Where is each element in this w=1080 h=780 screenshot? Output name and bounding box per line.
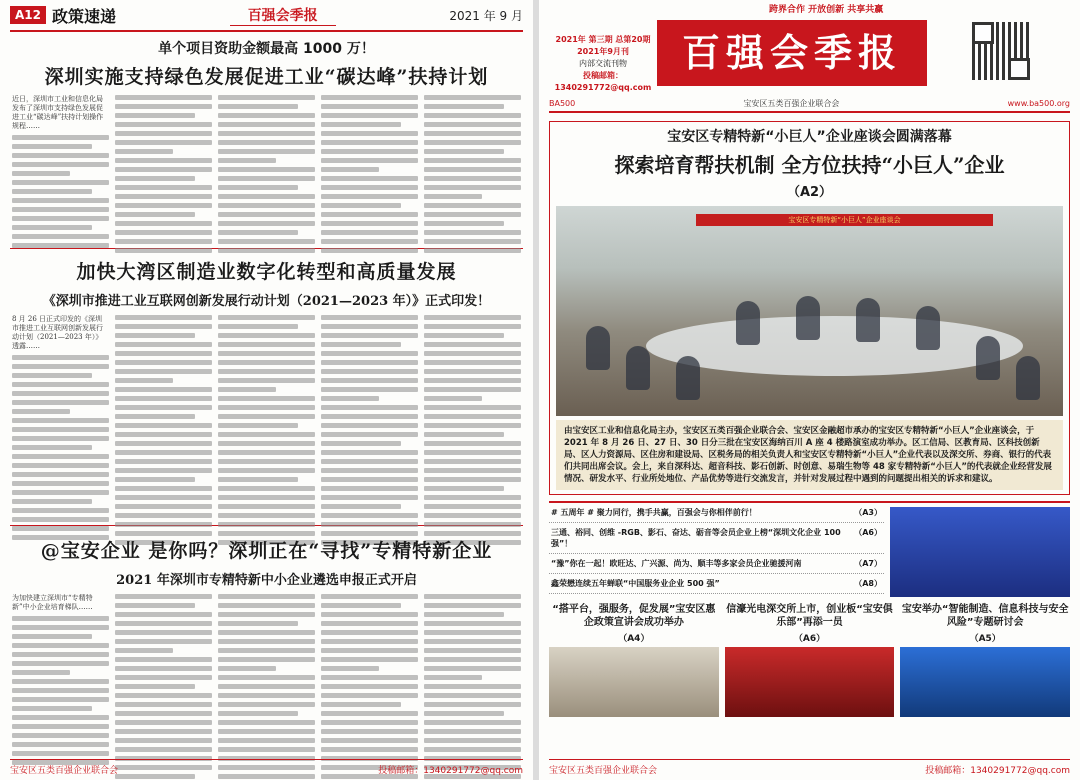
article-headline: @宝安企业 是你吗？深圳正在“寻找”专精特新企业 [40, 540, 493, 562]
attendee [1016, 356, 1040, 400]
lead-caption: 由宝安区工业和信息化局主办，宝安区五类百强企业联合会、宝安区金融超市承办的宝安区专精特新“小巨人”企业座谈会，于 2021 年 8 月 26 日、27 日、30 日分三批在宝安区海纳百川 A 座 4 楼路演室成功举办。区工信局、区教育局、区科技创新局、区人力资源局、区住房和建设局、区税务局的相关负责人和宝安区专精特新“小巨人”企业代表以及深交所、券商、银行的代表们共同出席会议。会上，来自深科达、超音科技、影石创新、时创意、易瑞生物等 48 家专精特新“小巨人”的代表就企业经营发展情况、研发水平、行业所处地位、产品优势等进行交流发言，并针对发展过程中遇到的问题提出相关的诉求和建议。 [556, 420, 1063, 490]
masthead-bar [549, 4, 1070, 94]
page-number: A12 [10, 6, 46, 24]
website-link[interactable]: www.ba500.org [1007, 99, 1070, 108]
attendee [676, 356, 700, 400]
lead-story[interactable] [549, 121, 1070, 495]
attendee [856, 298, 880, 342]
contents-index [549, 501, 1070, 597]
footer-email: 投稿邮箱：1340291772@qq.com [378, 766, 523, 776]
article-snippet: 为加快建立深圳市“专精特新”中小企业培育梯队…… [12, 594, 93, 611]
qr-code-icon [972, 22, 1030, 80]
text-column [12, 315, 109, 549]
thumb-story[interactable] [900, 603, 1070, 717]
story-thumbnails [549, 603, 1070, 717]
text-column [115, 315, 212, 549]
article-specialized-enterprises[interactable] [10, 536, 523, 756]
contents-item[interactable]: # 五周年 # 聚力同行，携手共赢，百强会与你相伴前行！ （A3） [549, 503, 884, 523]
text-column [115, 594, 212, 780]
attendee [976, 336, 1000, 380]
thumb-title: 信濠光电深交所上市，创业板“宝安俱乐部”再添一员 [726, 604, 893, 628]
mini-masthead-logo: 百强会季报 [230, 5, 336, 26]
article-subtitle: 2021 年深圳市专精特新中小企业遴选申报正式开启 [116, 573, 417, 588]
left-page-header [10, 0, 523, 32]
article-body [10, 315, 523, 555]
article-industrial-internet[interactable] [10, 257, 523, 526]
thumb-page-ref: （A5） [969, 634, 1001, 644]
text-column [115, 95, 212, 257]
article-snippet: 近日，深圳市工业和信息化局发布了深圳市支持绿色发展促进工业“碳达峰”扶持计划操作规程…… [12, 95, 104, 130]
article-body [10, 95, 523, 263]
thumb-story[interactable] [725, 603, 895, 717]
issue-info [549, 4, 657, 94]
text-column [12, 95, 109, 257]
footer-organization: 宝安区五类百强企业联合会 [549, 766, 658, 776]
text-column [321, 315, 418, 549]
thumb-photo [900, 647, 1070, 717]
lead-page-ref: （A2） [786, 185, 833, 200]
lead-headline: 探索培育帮扶机制 全方位扶持“小巨人”企业 [614, 153, 1005, 177]
attendee [586, 326, 610, 370]
article-snippet: 8 月 26 日正式印发的《深圳市推进工业互联网创新发展行动计划（2021—2023 年）》透露…… [12, 315, 103, 350]
right-page [539, 0, 1080, 780]
attendee [626, 346, 650, 390]
left-page-footer [10, 759, 523, 776]
issue-email: 投稿邮箱：1340291772@qq.com [554, 71, 652, 92]
text-column [12, 594, 109, 780]
thumb-title: 宝安举办“智能制造、信息科技与安全风险”专题研讨会 [901, 604, 1069, 628]
contents-item[interactable]: 鑫荣懋连续五年蝉联“中国服务业企业 500 强” （A8） [549, 574, 884, 594]
text-column [218, 95, 315, 257]
article-subtitle: 《深圳市推进工业互联网创新发展行动计划（2021—2023 年）》正式印发！ [42, 294, 491, 309]
footer-email: 投稿邮箱：1340291772@qq.com [925, 766, 1070, 776]
meeting-photo [556, 206, 1063, 416]
issue-type: 内部交流刊物 [579, 59, 627, 68]
right-page-footer [549, 759, 1070, 776]
article-kicker: 单个项目资助金额最高 1000 万！ [158, 41, 375, 57]
attendee [796, 296, 820, 340]
masthead-subline [549, 98, 1070, 113]
text-column [321, 95, 418, 257]
left-page [0, 0, 533, 780]
text-column [424, 95, 521, 257]
thumb-page-ref: （A4） [618, 634, 650, 644]
anniversary-photo [890, 507, 1070, 597]
text-column [321, 594, 418, 780]
article-body [10, 594, 523, 780]
article-carbon-peak[interactable] [10, 38, 523, 249]
section-title: 政策速递 [52, 6, 117, 26]
thumb-title: “搭平台，强服务，促发展”宝安区惠企政策宣讲会成功举办 [552, 604, 716, 628]
footer-organization: 宝安区五类百强企业联合会 [10, 766, 119, 776]
organization-name: 宝安区五类百强企业联合会 [743, 99, 840, 108]
contents-item[interactable]: 三通、裕同、创维 -RGB、影石、奋达、砺音等会员企业上榜“深圳文化企业 100 强”！ （A6） [549, 523, 884, 554]
contents-item[interactable]: “豫”你在一起！欧旺达、广兴源、尚为、顺丰等多家会员企业驰援河南 （A7） [549, 554, 884, 574]
thumb-photo [549, 647, 719, 717]
masthead-logo: 百强会季报 [657, 20, 927, 86]
article-headline: 加快大湾区制造业数字化转型和高质量发展 [76, 261, 457, 283]
brand-code: BA500 [549, 99, 576, 108]
text-column [218, 594, 315, 780]
thumb-page-ref: （A6） [793, 634, 826, 644]
attendee [736, 301, 760, 345]
text-column [218, 315, 315, 549]
issue-month: 2021年9月刊 [577, 47, 629, 56]
article-headline: 深圳实施支持绿色发展促进工业“碳达峰”扶持计划 [44, 66, 489, 88]
conference-table [646, 316, 1023, 376]
issue-number: 2021年 第三期 总第20期 [555, 35, 651, 44]
slogan: 跨界合作 开放创新 共享共赢 [769, 5, 884, 15]
attendee [916, 306, 940, 350]
meeting-banner: 宝安区专精特新“小巨人”企业座谈会 [696, 214, 993, 226]
thumb-story[interactable] [549, 603, 719, 717]
text-column [424, 315, 521, 549]
thumb-photo [725, 647, 895, 717]
text-column [424, 594, 521, 780]
issue-date: 2021 年 9 月 [449, 8, 523, 23]
lead-kicker: 宝安区专精特新“小巨人”企业座谈会圆满落幕 [667, 129, 952, 145]
contents-list [549, 503, 884, 597]
